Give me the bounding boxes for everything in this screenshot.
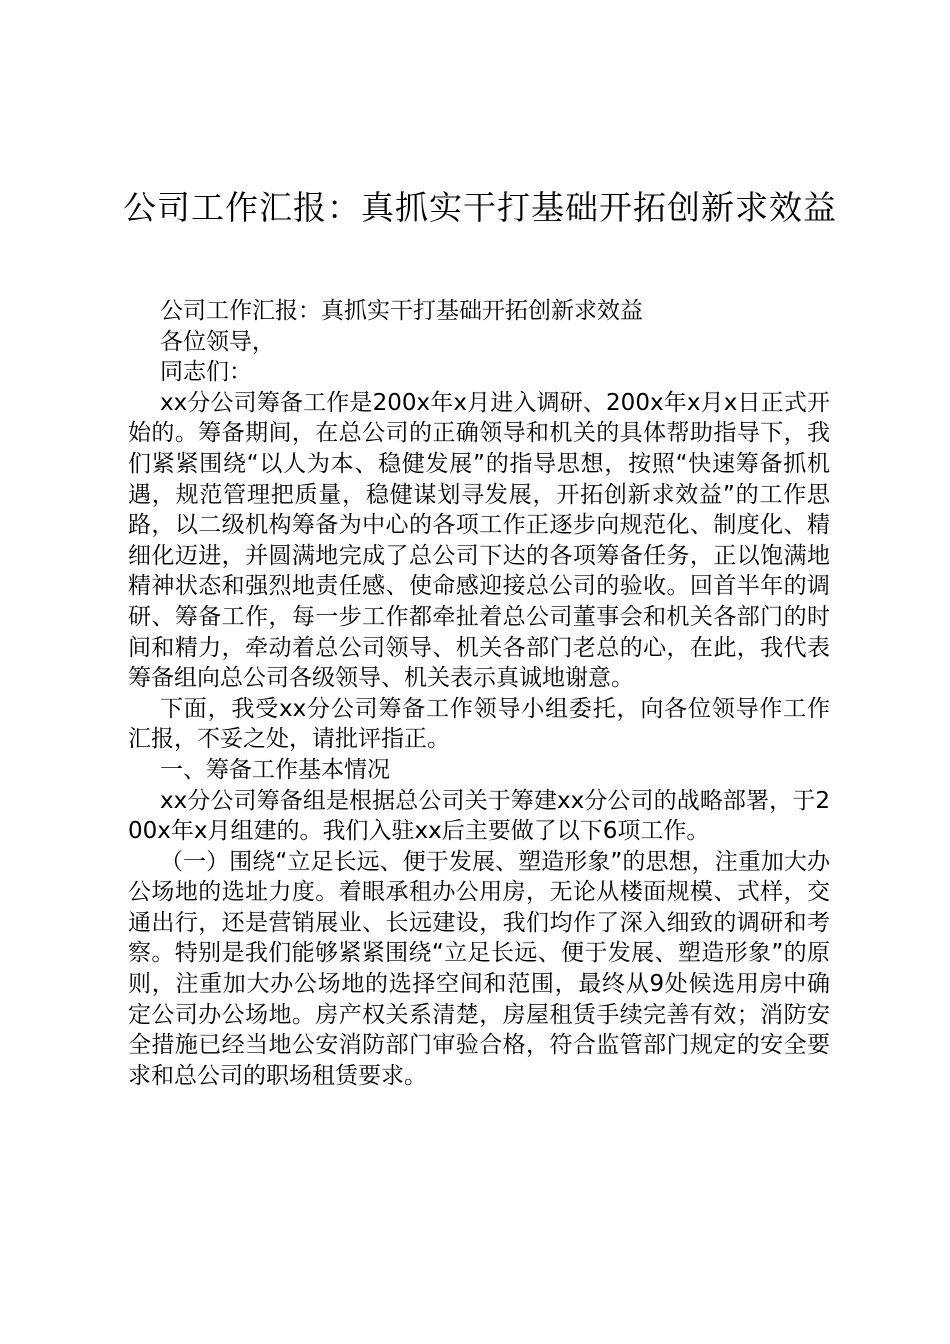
document-body bbox=[128, 296, 830, 1091]
body-paragraph: （一）围绕“立足长远、便于发展、塑造形象”的思想，注重加大办公场地的选址力度。着眼承租办公用房，无论从楼面规模、式样，交通出行，还是营销展业、长远建设，我们均作了深入细致的调研和考察。特别是我们能够紧紧围绕“立足长远、便于发展、塑造形象”的原则，注重加大办公场地的选择空间和范围，最终从9处候选用房中确定公司办公场地。房产权关系清楚，房屋租赁手续完善有效；消防安全措施已经当地公安消防部门审验合格，符合监管部门规定的安全要求和总公司的职场租赁要求。 bbox=[128, 848, 830, 1089]
section-heading: 一、筹备工作基本情况 bbox=[160, 756, 390, 783]
body-paragraph: xx分公司筹备工作是200x年x月进入调研、200x年x月x日正式开始的。筹备期间，在总公司的正确领导和机关的具体帮助指导下，我们紧紧围绕“以人为本、稳健发展”的指导思想，按照“快速筹备抓机遇，规范管理把质量，稳健谋划寻发展，开拓创新求效益”的工作思路，以二级机构筹备为中心的各项工作正逐步向规范化、制度化、精细化迈进，并圆满地完成了总公司下达的各项筹备任务，正以饱满地精神状态和强烈地责任感、使命感迎接总公司的验收。回首半年的调研、筹备工作，每一步工作都牵扯着总公司董事会和机关各部门的时间和精力，牵动着总公司领导、机关各部门老总的心，在此，我代表筹备组向总公司各级领导、机关表示真诚地谢意。 bbox=[128, 389, 830, 692]
body-paragraph: 公司工作汇报：真抓实干打基础开拓创新求效益 bbox=[160, 298, 643, 324]
body-paragraph: xx分公司筹备组是根据总公司关于筹建xx分公司的战略部署，于200x年x月组建的。我们入驻xx后主要做了以下6项工作。 bbox=[128, 787, 830, 845]
body-paragraph: 下面，我受xx分公司筹备工作领导小组委托，向各位领导作工作汇报，不妥之处，请批评指正。 bbox=[128, 695, 830, 753]
body-paragraph: 各位领导， bbox=[160, 328, 275, 355]
body-paragraph: 同志们： bbox=[160, 359, 252, 386]
document-title: 公司工作汇报：真抓实干打基础开拓创新求效益 bbox=[123, 188, 837, 227]
